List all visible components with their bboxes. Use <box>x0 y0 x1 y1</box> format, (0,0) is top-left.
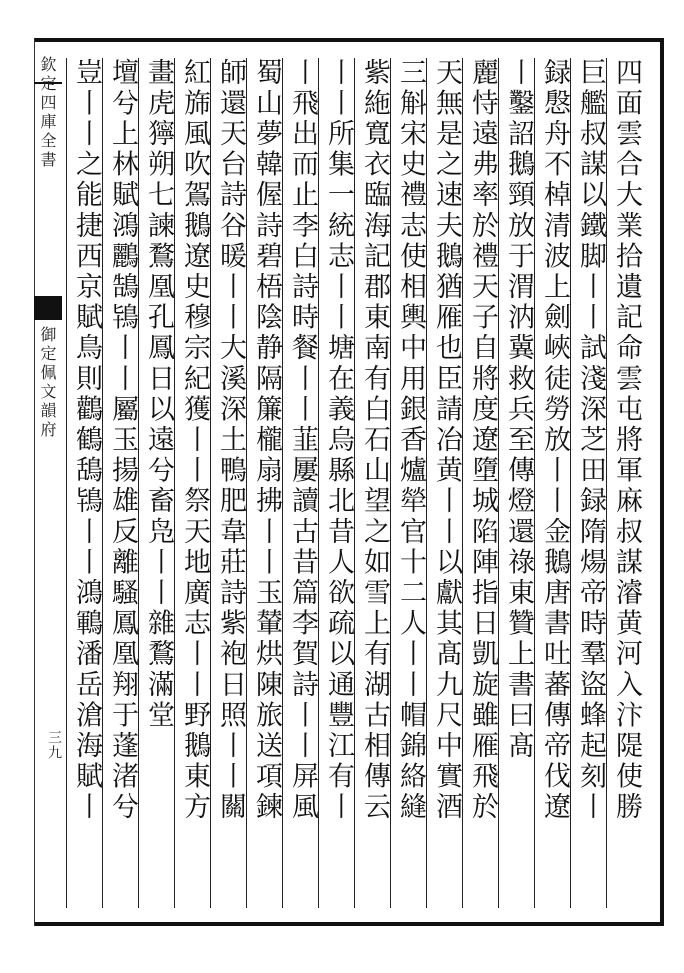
volume-label: 御定佩文韻府 <box>38 326 57 440</box>
page-number: 三九 <box>46 730 62 760</box>
text-column: 壇兮上林賦鴻鸝鵠鴇丨丨屬玉揚雄反離騷鳳凰翔于蓬渚兮 <box>107 58 138 823</box>
bottom-border <box>34 922 664 926</box>
left-border <box>34 38 35 926</box>
text-column: 巨艦叔謀以鐵脚丨丨試淺深芝田録隋煬帝時羣盜蜂起刻丨 <box>575 58 606 823</box>
text-column: 天無是之速夫鵝猶雁也臣請冶黄丨丨以獻其髙九尺中實酒 <box>431 58 462 823</box>
text-column: 師還天台詩谷暖丨丨大溪深土鴨肥韋莊詩紫袍日照丨丨關 <box>215 58 246 823</box>
text-column: 麗恃遠弗率於禮天子自將度遼墮城陷陣指日凱旋雖雁飛於 <box>467 58 498 823</box>
text-column: 紫絁寬衣臨海記郡東南有白石山望之如雪上有湖古相傳云 <box>359 58 390 823</box>
top-border <box>34 38 664 42</box>
column-divider <box>66 58 67 908</box>
text-column: 三斛宋史禮志使相輿中用銀香爐犖官十二人丨丨帽錦絡縫 <box>395 58 426 823</box>
text-column: 四面雲合大業拾遺記命雲屯將軍麻叔謀濬黄河入汴隄使勝 <box>611 58 642 823</box>
text-column: 紅旆風吹鴐鵝遼史穆宗紀獲丨丨祭天地廣志丨丨野鵝東方 <box>179 58 210 823</box>
right-border <box>660 38 664 926</box>
text-column: 豈丨丨之能捷西京賦鳥則鸛鶴鴰鴇丨丨鴻鶤潘岳滄海賦丨 <box>71 58 102 823</box>
text-column: 丨鑿詔鵝頸放于渭汭冀救兵至傳燈還祿東贊上書曰髙 <box>503 58 534 762</box>
book-title: 欽定四庫全書 <box>38 56 57 170</box>
text-column: 録慇舟不棹清波上劍峽徒勞放丨丨金鵝唐書吐蕃傳帝伐遼 <box>539 58 570 823</box>
text-column: 蜀山夢韓偓詩碧梧陰静隔簾櫳扇拂丨丨玉輦烘陳旅送項鍊 <box>251 58 282 823</box>
fishtail-mark <box>34 296 62 320</box>
text-column: 丨丨所集一統志丨丨塘在義烏縣北昔人欲疏以通豐江有丨 <box>323 58 354 823</box>
text-column: 畫虎獰朔七諫鶩凰孔鳳日以遠兮畜凫丨丨雜鶩滿堂 <box>143 58 174 732</box>
text-column: 丨飛出而止李白詩時餐丨丨韮屢讀古昔篇李賀詩丨丨屏風 <box>287 58 318 823</box>
